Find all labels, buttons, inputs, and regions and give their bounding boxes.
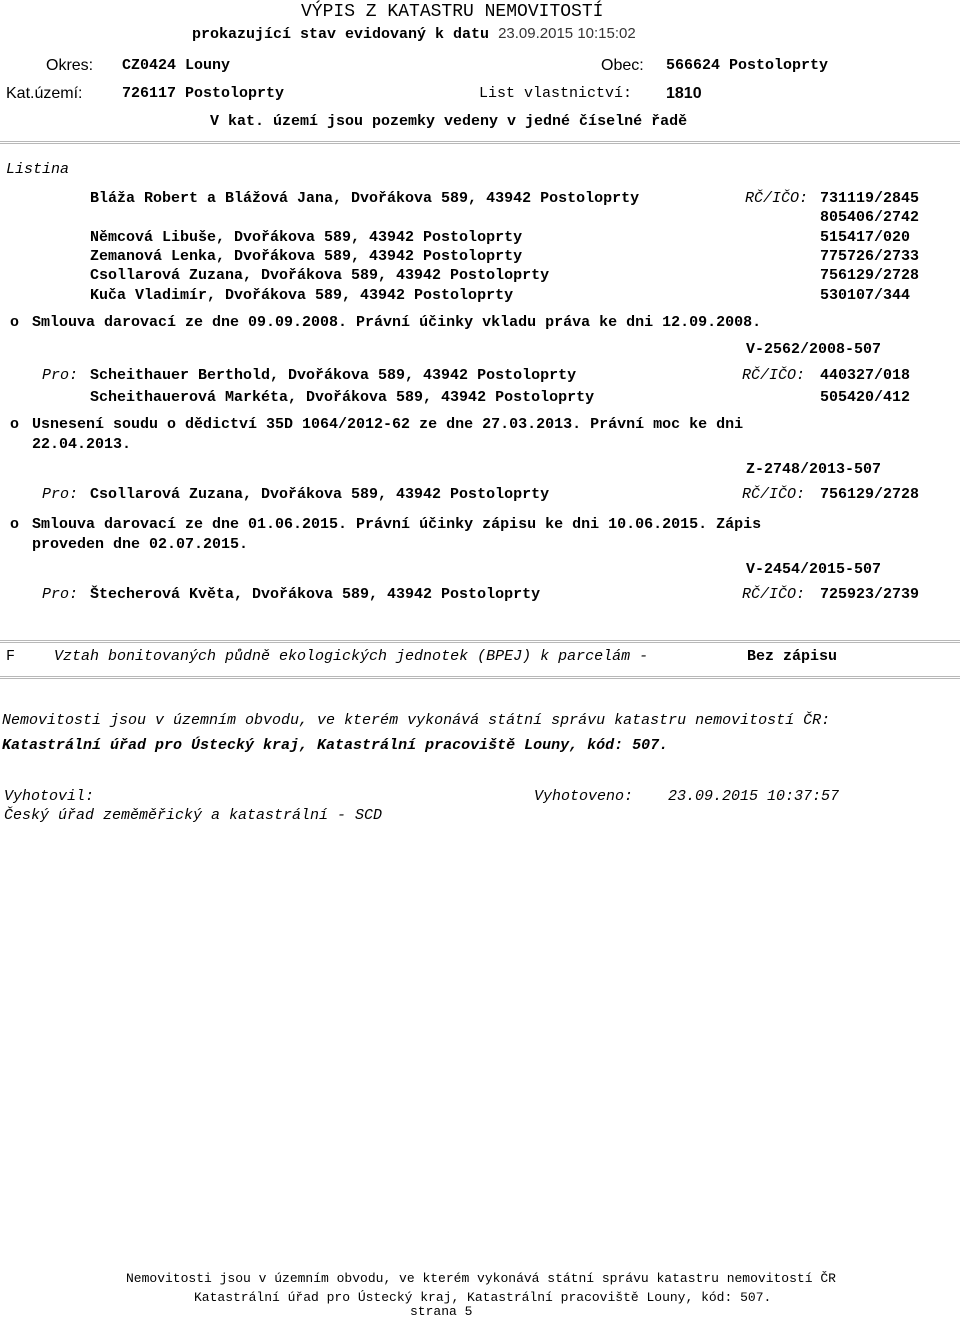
pro-label: Pro: [42,486,79,503]
owner-name: Němcová Libuše, Dvořákova 589, 43942 Postoloprty [90,229,523,246]
owner-name: Kuča Vladimír, Dvořákova 589, 43942 Postoloprty [90,287,514,304]
owner-rc: 515417/020 [820,229,911,246]
beneficiary-name: Štecherová Květa, Dvořákova 589, 43942 Postoloprty [90,586,541,603]
header-note: V kat. území jsou pozemky vedeny v jedné číselné řadě [210,113,688,130]
entry-text: Smlouva darovací ze dne 01.06.2015. Právní účinky zápisu ke dni 10.06.2015. Zápis [32,516,762,533]
vyhotoveno-value: 23.09.2015 10:37:57 [668,788,840,805]
beneficiary-rc: 725923/2739 [820,586,920,603]
owner-rc: 530107/344 [820,287,911,304]
entry-bullet: o [10,416,20,433]
office-name: Katastrální úřad pro Ústecký kraj, Katastrální pracoviště Louny, kód: 507. [2,737,669,754]
listina-heading: Listina [6,161,70,178]
rc-label: RČ/IČO: [742,586,806,603]
entry-reference: V-2562/2008-507 [746,341,882,358]
beneficiary-rc: 756129/2728 [820,486,920,503]
beneficiary-name: Scheithauerová Markéta, Dvořákova 589, 43942 Postoloprty [90,389,595,406]
owner-name: Csollarová Zuzana, Dvořákova 589, 43942 Postoloprty [90,267,550,284]
entry-text: Usnesení soudu o dědictví 35D 1064/2012-62 ze dne 27.03.2013. Právní moc ke dni [32,416,744,433]
rc-label: RČ/IČO: [742,486,806,503]
footer-note: Nemovitosti jsou v územním obvodu, ve kterém vykonává státní správu katastru nemovitostí ČR [126,1271,836,1286]
beneficiary-name: Scheithauer Berthold, Dvořákova 589, 43942 Postoloprty [90,367,577,384]
entry-reference: Z-2748/2013-507 [746,461,882,478]
rc-label: RČ/IČO: [742,367,806,384]
list-label: List vlastnictví: [479,85,633,102]
owner-name: Bláža Robert a Blážová Jana, Dvořákova 589, 43942 Postoloprty [90,190,640,207]
office-note: Nemovitosti jsou v územním obvodu, ve kterém vykonává státní správu katastru nemovitostí ČR: [2,712,831,729]
vyhotoveno-label: Vyhotoveno: [534,788,634,805]
header-divider [0,141,960,144]
entry-bullet: o [10,314,20,331]
document-subtitle [192,25,636,44]
entry-reference: V-2454/2015-507 [746,561,882,578]
list-value: 1810 [666,85,702,102]
section-f-status: Bez zápisu [747,648,838,665]
obec-value: 566624 Postoloprty [666,57,829,74]
owner-rc: 805406/2742 [820,209,920,226]
document-title: VÝPIS Z KATASTRU NEMOVITOSTÍ [301,2,604,22]
subtitle-date: 23.09.2015 10:15:02 [498,25,636,42]
obec-label: Obec: [601,57,644,74]
owner-rc: 775726/2733 [820,248,920,265]
entry-text: proveden dne 02.07.2015. [32,536,249,553]
owner-name: Zemanová Lenka, Dvořákova 589, 43942 Postoloprty [90,248,523,265]
section-f-text: Vztah bonitovaných půdně ekologických jednotek (BPEJ) k parcelám - [54,648,649,665]
entry-bullet: o [10,516,20,533]
subtitle-prefix: prokazující stav evidovaný k datu [192,26,490,43]
vyhotovil-label: Vyhotovil: [4,788,95,805]
pro-label: Pro: [42,586,79,603]
katuzemi-value: 726117 Postoloprty [122,85,285,102]
section-f-bottom-divider [0,676,960,679]
beneficiary-name: Csollarová Zuzana, Dvořákova 589, 43942 Postoloprty [90,486,550,503]
rc-label: RČ/IČO: [745,190,809,207]
katuzemi-label: Kat.území: [6,85,83,102]
entry-text: 22.04.2013. [32,436,132,453]
footer-office: Katastrální úřad pro Ústecký kraj, Katastrální pracoviště Louny, kód: 507. [194,1290,772,1305]
owner-rc: 731119/2845 [820,190,920,207]
beneficiary-rc: 505420/412 [820,389,911,406]
okres-label: Okres: [46,57,94,74]
owner-rc: 756129/2728 [820,267,920,284]
pro-label: Pro: [42,367,79,384]
beneficiary-rc: 440327/018 [820,367,911,384]
vyhotovil-value: Český úřad zeměměřický a katastrální - SCD [4,807,383,824]
section-f-top-divider [0,640,960,643]
page-number: strana 5 [410,1304,473,1319]
okres-value: CZ0424 Louny [122,57,231,74]
section-f-letter: F [6,648,16,665]
entry-text: Smlouva darovací ze dne 09.09.2008. Právní účinky vkladu práva ke dni 12.09.2008. [32,314,762,331]
